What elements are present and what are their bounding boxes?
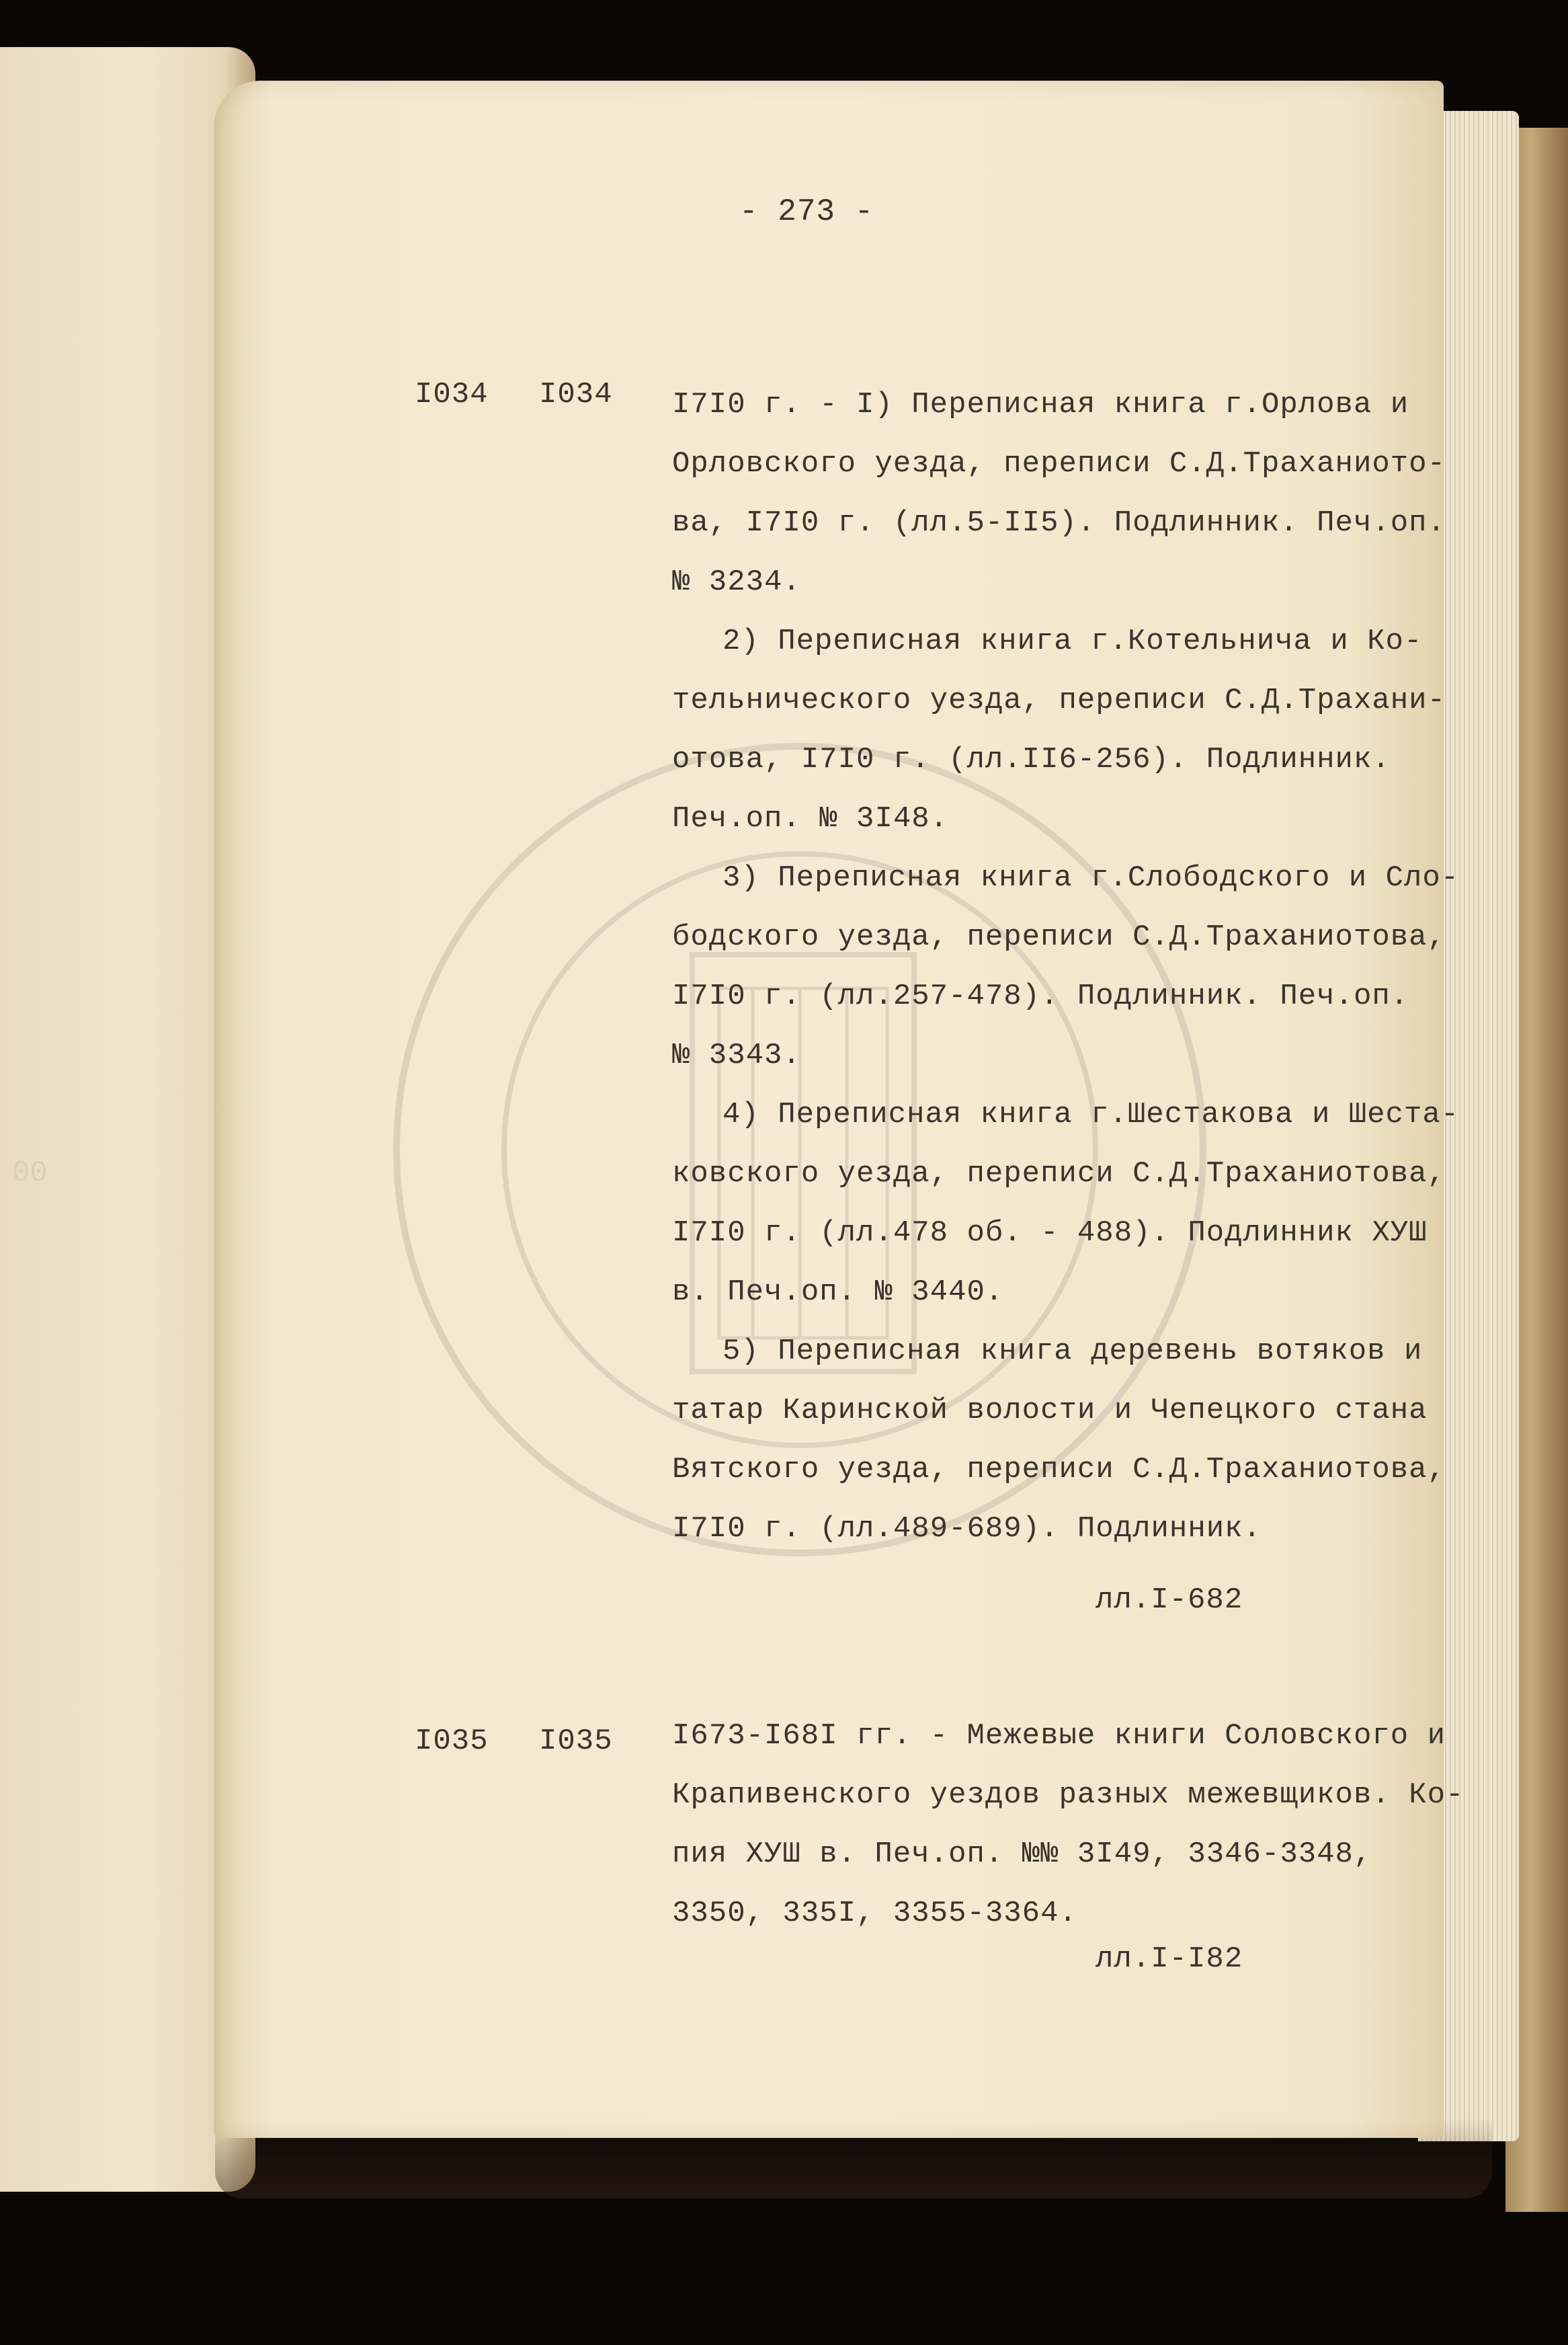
entry-text-line: ковского уезда, переписи С.Д.Траханиотова, (672, 1157, 1446, 1191)
entry-text-line: 4) Переписная книга г.Шестакова и Шеста- (723, 1098, 1460, 1131)
entry-text-line: 2) Переписная книга г.Котельнича и Ко- (723, 625, 1423, 658)
sheet-range: лл.I-682 (1096, 1583, 1243, 1617)
entry-text-line: I7I0 г. (лл.257-478). Подлинник. Печ.оп. (672, 980, 1409, 1013)
entry-text-line: пия ХУШ в. Печ.оп. №№ 3I49, 3346-3348, (672, 1837, 1372, 1871)
entry-number-copy: I035 (539, 1724, 613, 1758)
sheet-range: лл.I-I82 (1096, 1942, 1243, 1976)
page-number: - 273 - (739, 194, 874, 229)
entry-text-line: татар Каринской волости и Чепецкого стана (672, 1394, 1428, 1427)
entry-text-line: № 3343. (672, 1039, 801, 1072)
entry-text-line: 3350, 335I, 3355-3364. (672, 1897, 1077, 1930)
entry-text-line: Крапивенского уездов разных межевщиков. Ко- (672, 1778, 1464, 1812)
archive-stamp-icon (376, 726, 1223, 1573)
entry-text-line: в. Печ.оп. № 3440. (672, 1275, 1004, 1309)
entry-text-line: I673-I68I гг. - Межевые книги Соловского и (672, 1719, 1446, 1753)
left-page-mark: 00 (12, 1156, 48, 1190)
entry-number-copy: I034 (539, 378, 613, 411)
entry-text-line: 5) Переписная книга деревень вотяков и (723, 1335, 1423, 1368)
entry-text-line: Печ.оп. № 3I48. (672, 802, 949, 836)
entry-text-line: I7I0 г. - I) Переписная книга г.Орлова и (672, 388, 1409, 422)
entry-text-line: Орловского уезда, переписи С.Д.Траханиото- (672, 447, 1446, 481)
entry-text-line: тельнического уезда, переписи С.Д.Трахани- (672, 684, 1446, 717)
entry-text-line: 3) Переписная книга г.Слободского и Сло- (723, 861, 1460, 895)
entry-number: I035 (415, 1724, 489, 1758)
entry-number: I034 (415, 378, 489, 411)
entry-text-line: I7I0 г. (лл.489-689). Подлинник. (672, 1512, 1262, 1546)
entry-text-line: I7I0 г. (лл.478 об. - 488). Подлинник ХУШ (672, 1216, 1428, 1250)
entry-text-line: ва, I7I0 г. (лл.5-II5). Подлинник. Печ.оп. (672, 506, 1446, 540)
entry-text-line: Вятского уезда, переписи С.Д.Траханиотова, (672, 1453, 1446, 1486)
entry-text-line: отова, I7I0 г. (лл.II6-256). Подлинник. (672, 743, 1391, 777)
entry-text-line: бодского уезда, переписи С.Д.Траханиотова, (672, 920, 1446, 954)
entry-text-line: № 3234. (672, 565, 801, 599)
